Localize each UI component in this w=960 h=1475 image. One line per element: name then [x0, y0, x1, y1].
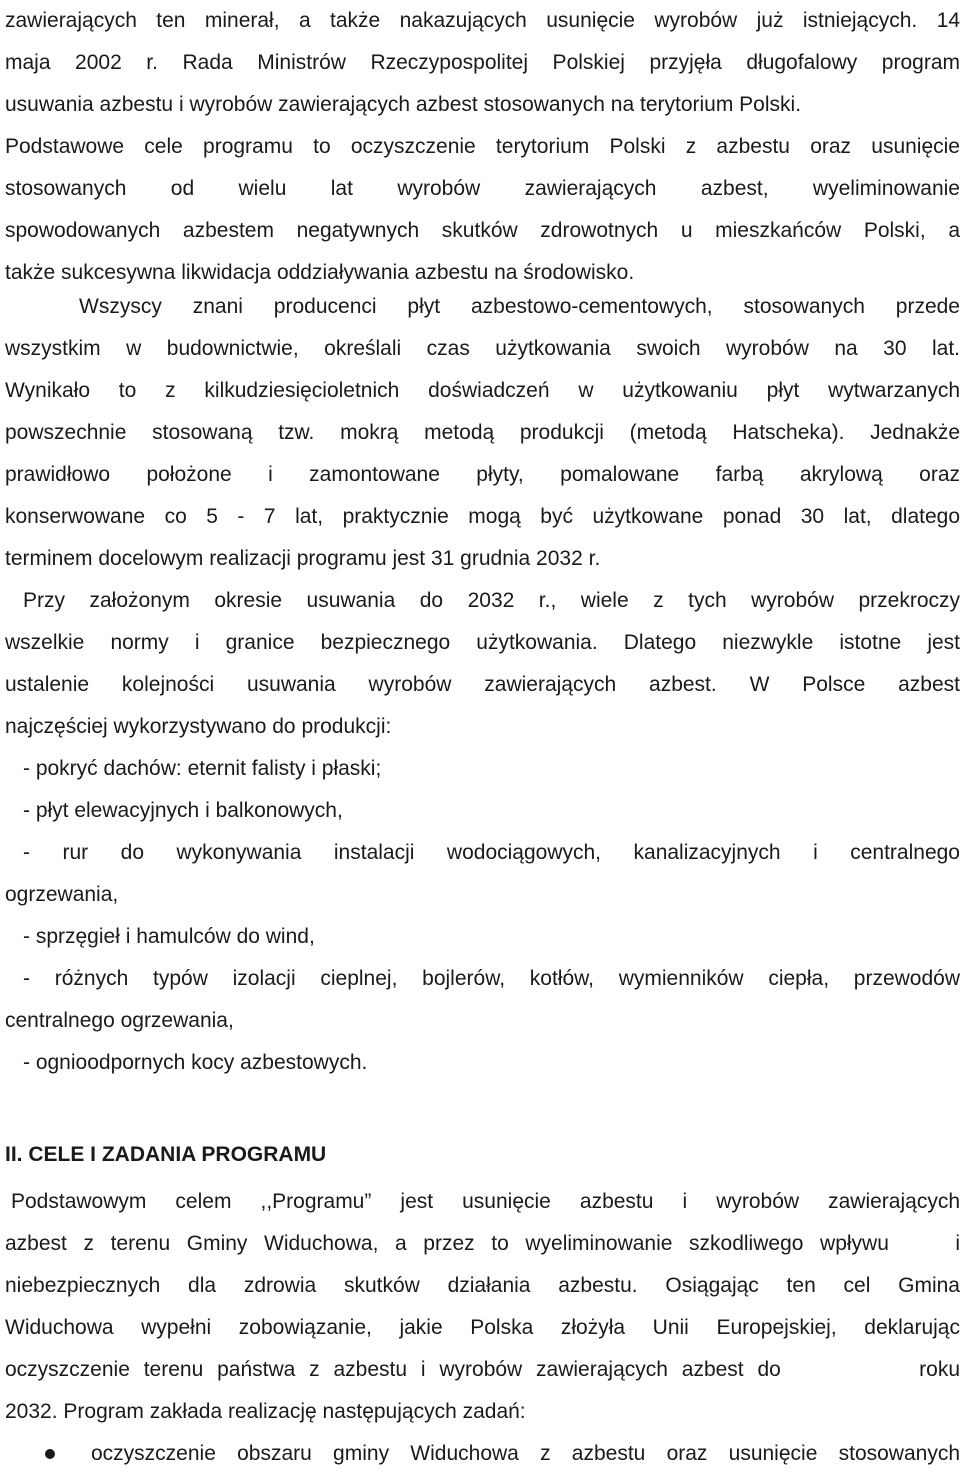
- bullet-icon: [45, 1449, 55, 1459]
- text-line: niebezpiecznych dla zdrowia skutków działania azbestu. Osiągając ten cel Gmina: [5, 1274, 960, 1297]
- list-item: - różnych typów izolacji cieplnej, bojlerów, kotłów, wymienników ciepła, przewodów: [23, 967, 960, 990]
- bullet-item: [5, 1433, 960, 1475]
- text-line: azbest z terenu Gminy Widuchowa, a przez to wyeliminowanie szkodliwego wpływu i: [5, 1232, 960, 1255]
- list-item: - pokryć dachów: eternit falisty i płaski;: [23, 757, 382, 780]
- text-line: Widuchowa wypełni zobowiązanie, jakie Polska złożyła Unii Europejskiej, deklarując: [5, 1316, 960, 1339]
- list-item-continuation: centralnego ogrzewania,: [5, 1009, 234, 1032]
- list-item: - rur do wykonywania instalacji wodociągowych, kanalizacyjnych i centralnego: [23, 841, 960, 864]
- section-heading: II. CELE I ZADANIA PROGRAMU: [5, 1143, 327, 1166]
- list-item: - sprzęgieł i hamulców do wind,: [23, 925, 315, 948]
- product-list: [5, 748, 960, 1084]
- text-line: 2032. Program zakłada realizację następujących zadań:: [5, 1400, 526, 1423]
- text-line: oczyszczenie terenu państwa z azbestu i wyrobów zawierających azbest do roku: [5, 1358, 960, 1381]
- text-line: Podstawowe cele programu to oczyszczenie terytorium Polski z azbestu oraz usunięcie: [5, 135, 960, 158]
- text-line: terminem docelowym realizacji programu jest 31 grudnia 2032 r.: [5, 547, 601, 570]
- text-line: Wszyscy znani producenci płyt azbestowo-cementowych, stosowanych przede: [79, 295, 960, 318]
- text-line: Podstawowym celem ,,Programu” jest usunięcie azbestu i wyrobów zawierających: [11, 1190, 960, 1213]
- text-line: prawidłowo położone i zamontowane płyty, pomalowane farbą akrylową oraz: [5, 463, 960, 486]
- text-line: konserwowane co 5 - 7 lat, praktycznie mogą być użytkowane ponad 30 lat, dlatego: [5, 505, 960, 528]
- paragraph-intro: [5, 0, 960, 294]
- text-line: zawierających ten minerał, a także nakazujących usunięcie wyrobów już istniejących. 14: [5, 9, 960, 32]
- text-line: Przy założonym okresie usuwania do 2032 r., wiele z tych wyrobów przekroczy: [23, 589, 960, 612]
- paragraph-removal-order: [5, 580, 960, 748]
- text-line: powszechnie stosowaną tzw. mokrą metodą produkcji (metodą Hatscheka). Jednakże: [5, 421, 960, 444]
- text-line: najczęściej wykorzystywano do produkcji:: [5, 715, 392, 738]
- text-line: Wynikało to z kilkudziesięcioletnich doświadczeń w użytkowaniu płyt wytwarzanych: [5, 379, 960, 402]
- text-line: także sukcesywna likwidacja oddziaływania azbestu na środowisko.: [5, 261, 635, 284]
- list-item: - ognioodpornych kocy azbestowych.: [23, 1051, 368, 1074]
- text-line: maja 2002 r. Rada Ministrów Rzeczypospolitej Polskiej przyjęła długofalowy program: [5, 51, 960, 74]
- list-item: - płyt elewacyjnych i balkonowych,: [23, 799, 343, 822]
- text-line: stosowanych od wielu lat wyrobów zawierających azbest, wyeliminowanie: [5, 177, 960, 200]
- text-line: spowodowanych azbestem negatywnych skutków zdrowotnych u mieszkańców Polski, a: [5, 219, 960, 242]
- paragraph-lifetime: [5, 286, 960, 580]
- text-line: wszelkie normy i granice bezpiecznego użytkowania. Dlatego niezwykle istotne jest: [5, 631, 960, 654]
- paragraph-goals: [5, 1181, 960, 1433]
- section-goals: [5, 1181, 960, 1475]
- bullet-text: oczyszczenie obszaru gminy Widuchowa z azbestu oraz usunięcie stosowanych: [91, 1442, 960, 1465]
- text-line: usuwania azbestu i wyrobów zawierających azbest stosowanych na terytorium Polski.: [5, 93, 802, 116]
- text-line: wszystkim w budownictwie, określali czas użytkowania swoich wyrobów na 30 lat.: [5, 337, 960, 360]
- list-item-continuation: ogrzewania,: [5, 883, 119, 906]
- text-line: ustalenie kolejności usuwania wyrobów zawierających azbest. W Polsce azbest: [5, 673, 960, 696]
